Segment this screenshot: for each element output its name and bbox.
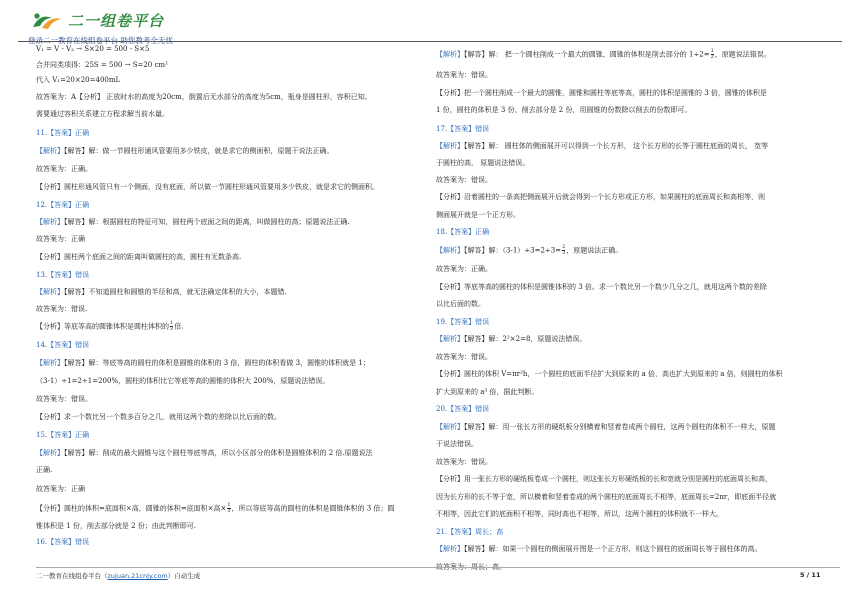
text-span: 【分析】等底等高的圆锥体积是圆柱体积的 — [36, 322, 169, 331]
fraction — [711, 49, 714, 60]
fraction-denominator: 3 — [170, 326, 174, 332]
answer-line: 19.【答案】错误 — [436, 318, 490, 326]
page-number: 5 / 11 — [800, 571, 821, 579]
text-line: 故答案为：正确。 — [36, 165, 92, 173]
text-line: 故答案为：错误。 — [436, 458, 492, 466]
text-line: 【分析】沿着圆柱的一条高把侧面展开后就会得到一个长方形或正方形，如果圆柱的底面周长和高相等，则 — [436, 193, 765, 201]
answer-line: 18.【答案】正确 — [436, 228, 490, 236]
text-line: 【分析】把一个圆柱削成一个最大的圆锥，圆锥和圆柱等底等高，圆柱的体积是圆锥的 3 倍，圆锥的体积是 — [436, 89, 767, 97]
header-divider — [18, 41, 842, 42]
text-line: 故答案为：错误。 — [436, 176, 492, 184]
page-footer — [36, 571, 200, 580]
text-line: 【解析】【解答】解：根据圆柱的特征可知，圆柱两个底面之间的距离，叫做圆柱的高；原题说法正确. — [36, 218, 350, 226]
answer-line: 21.【答案】周长；高 — [436, 528, 504, 536]
text-line: 故答案为：正确。 — [436, 265, 492, 273]
text-line: 以比后面的数。 — [436, 300, 485, 308]
footer-divider — [36, 567, 840, 568]
text-line: 故答案为：错误。 — [36, 395, 92, 403]
text-line: 【分析】圆柱两个底面之间的距离叫做圆柱的高，圆柱有无数条高. — [36, 253, 242, 261]
text-line: V₁ = V - V₂ → S×20 = 500 - S×5 — [36, 45, 150, 53]
fraction — [227, 503, 230, 514]
answer-line: 17.【答案】错误 — [436, 125, 490, 133]
text-line: 【分析】求一个数比另一个数多百分之几，就用这两个数的差除以比后面的数。 — [36, 413, 281, 421]
text-line: 【解析】【解答】解： 圆柱体的侧面展开可以得到一个长方形， 这个长方形的长等于圆柱底面的周长， 宽等 — [436, 142, 769, 150]
answer-line: 13.【答案】错误 — [36, 271, 90, 279]
text-span: 倍. — [174, 322, 184, 331]
text-span: ，原题说法错误。 — [714, 50, 771, 59]
text-line: 【分析】等底等高的圆柱的体积是圆锥体积的 3 倍。求一个数比另一个数少几分之几，就用这两个数的差除 — [436, 283, 767, 291]
text-line: 故答案为：错误. — [36, 305, 88, 313]
brand-name: 二一组卷平台 — [68, 12, 165, 30]
page-header — [18, 6, 842, 46]
text-span: ，原题说法正确。 — [566, 246, 623, 255]
text-line: 故答案为：周长；高。 — [436, 563, 506, 571]
text-line — [436, 245, 622, 257]
footer-link[interactable]: zujuan.21cnjy.com — [107, 572, 168, 580]
text-line: 故答案为：正确 — [36, 235, 85, 243]
text-line: 因为长方形的长不等于宽，所以横着和竖着卷成的两个圆柱的底面周长不相等，底面周长=2πr，即底面半径就 — [436, 493, 777, 501]
fraction-numerator: 2 — [562, 244, 566, 250]
text-line: 【解析】【解答】解：用一张长方形的硬纸板分别横着和竖着卷成两个圆柱，这两个圆柱的体积不一样大，原题 — [436, 423, 776, 431]
text-line: 合并同类项得：25S = 500 → S=20 cm² — [36, 61, 168, 69]
text-line: 【解析】【解答】解：做一节圆柱形通风管要用多少铁皮，就是求它的侧面积，原题干说法正确。 — [36, 147, 334, 155]
answer-line: 12.【答案】正确 — [36, 201, 90, 209]
text-line: 【解析】【解答】解：等底等高的圆柱的体积是圆锥的体积的 3 倍，圆柱的体积看做 3，圆锥的体积就是 1； — [36, 359, 370, 367]
text-line: 侧面展开就是一个正方形。 — [436, 211, 520, 219]
text-line: 故答案为：A【分析】 正放时水的高度为20cm，倒置后无水部分的高度为5cm，瓶身是圆柱形，容积已知。 — [36, 93, 372, 101]
fraction-numerator: 1 — [710, 48, 714, 54]
answer-line: 16.【答案】错误 — [36, 538, 90, 546]
text-line — [36, 321, 183, 333]
answer-line: 11.【答案】正确 — [36, 129, 90, 137]
fraction-numerator: 1 — [170, 320, 174, 326]
text-span: 【分析】圆柱的体积=底面积×高，圆锥的体积=底面积×高× — [36, 504, 227, 513]
logo-icon — [30, 10, 64, 32]
fraction-numerator: 1 — [227, 502, 231, 508]
slogan: 登录二一教育在线组卷平台 助您教考全无忧 — [28, 36, 173, 45]
text-line: 于圆柱的高， 原题说法错误。 — [436, 159, 530, 167]
text-span: 1÷2= — [688, 50, 710, 59]
footer-suffix: ）自动生成 — [167, 572, 201, 580]
text-line — [36, 503, 394, 515]
fraction — [170, 321, 173, 332]
text-line: 故答案为：正确 — [36, 485, 85, 493]
text-line: 正确. — [36, 466, 53, 474]
text-line: 干说法错误。 — [436, 440, 478, 448]
text-line: 扩大到原来的 a³ 倍，据此判断。 — [436, 388, 539, 396]
text-line: 【解析】【解答】解：削成的最大圆锥与这个圆柱等底等高，所以小区部分的体积是圆锥体积的 2 倍.原题说法 — [36, 449, 373, 457]
text-line: 需要通过容积关系建立方程求解当前水量。 — [36, 110, 169, 118]
fraction — [562, 245, 565, 256]
text-line: 故答案为：错误。 — [436, 353, 492, 361]
text-line: 1 份，圆柱的体积是 3 份，削去部分是 2 份，用圆锥的份数除以削去的份数即可。 — [436, 106, 692, 114]
answer-line: 14.【答案】错误 — [36, 341, 90, 349]
text-line: 锥体积是 1 份，削去部分就是 2 份；由此判断即可. — [36, 522, 197, 530]
fraction-denominator: 3 — [227, 508, 231, 514]
fraction-denominator: 2 — [710, 54, 714, 60]
answer-line: 15.【答案】正确 — [36, 431, 90, 439]
text-line: 【分析】圆柱的体积 V=πr²h，一个圆柱的底面半径扩大到原来的 a 倍，高也扩大到原来的 a 倍，则圆柱的体积 — [436, 370, 783, 378]
text-span: ，所以等底等高的圆柱的体积是圆锥体积的 3 倍；圆 — [231, 504, 395, 513]
text-line: 【分析】用一张长方形的硬纸板卷成一个圆柱，则这张长方形硬纸板的长和宽就分别是圆柱的底面周长和高， — [436, 475, 772, 483]
text-line: 不相等，因此它们的底面积不相等，同时高也不相等，所以，这两个圆柱的体积就不一样大。 — [436, 510, 723, 518]
text-span: 【解析】【解答】解： 把一个圆柱削成一个最大的圆锥，圆锥的体积是削去部分的 — [436, 50, 687, 59]
text-line: 【分析】圆柱形通风管只有一个侧面，没有底面，所以做一节圆柱形通风管要用多少铁皮，就是求它的侧面积。 — [36, 183, 379, 191]
footer-prefix: 二一教育在线组卷平台（ — [36, 572, 108, 580]
text-span: 【解析】【解答】解：（3-1）÷3=2÷3= — [436, 246, 562, 255]
text-line — [436, 49, 771, 61]
text-line: 代入 V₁=20×20=400mL — [36, 76, 121, 84]
text-line: 【解析】【解答】解：2²×2=8，原题说法错误。 — [436, 335, 587, 343]
answer-line: 20.【答案】错误 — [436, 405, 490, 413]
text-line: （3-1）÷1=2÷1=200%，圆柱的体积比它等底等高的圆锥的体积大 200%，原题说法错误。 — [36, 377, 330, 385]
text-line: 故答案为：错误。 — [436, 71, 492, 79]
text-line: 【解析】【解答】不知道圆柱和圆锥的半径和高，就无法确定体积的大小，本题错. — [36, 288, 287, 296]
text-line: 【解析】【解答】解：如果一个圆柱的侧面展开图是一个正方形，则这个圆柱的底面周长等于圆柱体的高。 — [436, 545, 762, 553]
fraction-denominator: 3 — [562, 250, 566, 256]
